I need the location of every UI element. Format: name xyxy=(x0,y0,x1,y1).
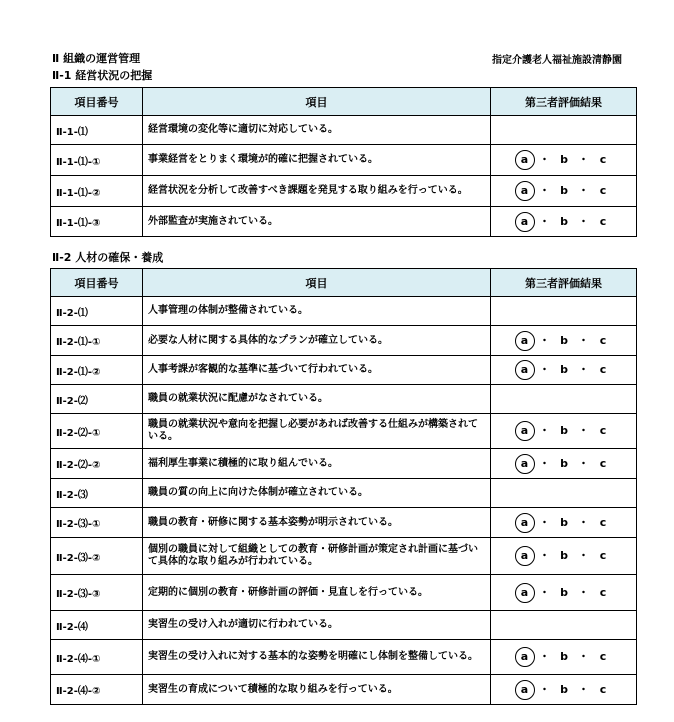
rating-separator: ・ xyxy=(539,214,550,228)
column-header-result: 第三者評価結果 xyxy=(491,88,637,116)
evaluation-result xyxy=(491,414,637,449)
rating-separator: ・ xyxy=(578,153,589,166)
column-header-item: 項目 xyxy=(143,269,491,297)
item-description: 実習生の受け入れに対する基本的な姿勢を明確にし体制を整備している。 xyxy=(143,640,491,675)
rating-option-b: b xyxy=(560,333,568,347)
evaluation-result xyxy=(491,385,637,414)
table-row xyxy=(51,675,637,705)
rating-option-a: a xyxy=(515,454,535,474)
rating-option-a: a xyxy=(515,680,535,700)
rating-separator: ・ xyxy=(578,682,589,696)
table-row xyxy=(51,326,637,356)
rating-option-c: c xyxy=(599,549,607,562)
rating-separator: ・ xyxy=(539,424,550,437)
evaluation-result xyxy=(491,449,637,479)
rating-option-c: c xyxy=(599,585,607,599)
evaluation-result xyxy=(491,479,637,508)
item-code: Ⅱ-2-⑶-① xyxy=(51,508,143,538)
item-description: 福利厚生事業に積極的に取り組んでいる。 xyxy=(143,449,491,479)
table-row xyxy=(51,414,637,449)
evaluation-result xyxy=(491,508,637,538)
rating-option-b: b xyxy=(560,153,568,166)
table-header-row xyxy=(51,269,637,297)
item-description: 個別の職員に対して組織としての教育・研修計画が策定され計画に基づいて具体的な取り組みが行われている。 xyxy=(143,538,491,575)
subsection-title-1: Ⅱ-1 経営状況の把握 xyxy=(52,69,153,82)
column-header-code: 項目番号 xyxy=(51,88,143,116)
rating-option-b: b xyxy=(560,363,568,376)
rating-option-c: c xyxy=(599,424,607,437)
item-code: Ⅱ-2-⑶ xyxy=(51,479,143,508)
evaluation-result xyxy=(491,611,637,640)
rating-option-c: c xyxy=(599,682,607,696)
table-row xyxy=(51,385,637,414)
table-row xyxy=(51,508,637,538)
table-row xyxy=(51,538,637,575)
evaluation-result xyxy=(491,640,637,675)
rating-separator: ・ xyxy=(539,549,550,562)
item-description: 職員の就業状況に配慮がなされている。 xyxy=(143,385,491,414)
rating-separator: ・ xyxy=(578,363,589,376)
facility-name: 指定介護老人福祉施設清静園 xyxy=(492,55,622,66)
table-row xyxy=(51,449,637,479)
rating-separator: ・ xyxy=(578,456,589,470)
item-code: Ⅱ-1-⑴-② xyxy=(51,176,143,207)
rating-separator: ・ xyxy=(539,456,550,470)
column-header-result: 第三者評価結果 xyxy=(491,269,637,297)
item-description: 職員の教育・研修に関する基本姿勢が明示されている。 xyxy=(143,508,491,538)
table-row xyxy=(51,116,637,145)
rating-option-a: a xyxy=(515,421,535,441)
item-code: Ⅱ-2-⑴-② xyxy=(51,356,143,385)
evaluation-result xyxy=(491,145,637,176)
evaluation-result xyxy=(491,356,637,385)
rating-option-c: c xyxy=(599,153,607,166)
item-description: 実習生の育成について積極的な取り組みを行っている。 xyxy=(143,675,491,705)
evaluation-result xyxy=(491,538,637,575)
item-code: Ⅱ-2-⑴-① xyxy=(51,326,143,356)
table-row xyxy=(51,611,637,640)
rating-option-c: c xyxy=(599,363,607,376)
rating-option-a: a xyxy=(515,331,535,351)
rating-separator: ・ xyxy=(539,333,550,347)
item-description: 職員の質の向上に向けた体制が確立されている。 xyxy=(143,479,491,508)
evaluation-result xyxy=(491,116,637,145)
item-description: 必要な人材に関する具体的なプランが確立している。 xyxy=(143,326,491,356)
table-row xyxy=(51,145,637,176)
rating-option-c: c xyxy=(599,214,607,228)
rating-separator: ・ xyxy=(578,549,589,562)
item-description: 実習生の受け入れが適切に行われている。 xyxy=(143,611,491,640)
rating-option-b: b xyxy=(560,184,568,197)
item-description: 人事管理の体制が整備されている。 xyxy=(143,297,491,326)
item-code: Ⅱ-2-⑶-② xyxy=(51,538,143,575)
table-header-row xyxy=(51,88,637,116)
rating-separator: ・ xyxy=(539,363,550,376)
item-code: Ⅱ-2-⑴ xyxy=(51,297,143,326)
rating-option-c: c xyxy=(599,333,607,347)
rating-option-b: b xyxy=(560,214,568,228)
rating-option-a: a xyxy=(515,513,535,533)
evaluation-result xyxy=(491,176,637,207)
subsection-title-2: Ⅱ-2 人材の確保・養成 xyxy=(52,251,164,264)
item-description: 外部監査が実施されている。 xyxy=(143,207,491,237)
rating-option-b: b xyxy=(560,456,568,470)
item-code: Ⅱ-2-⑶-③ xyxy=(51,575,143,611)
item-description: 定期的に個別の教育・研修計画の評価・見直しを行っている。 xyxy=(143,575,491,611)
item-code: Ⅱ-2-⑵ xyxy=(51,385,143,414)
evaluation-result xyxy=(491,207,637,237)
rating-separator: ・ xyxy=(578,650,589,663)
evaluation-table-2 xyxy=(50,268,637,705)
rating-separator: ・ xyxy=(578,515,589,529)
rating-option-c: c xyxy=(599,456,607,470)
rating-option-c: c xyxy=(599,650,607,663)
rating-option-a: a xyxy=(515,647,535,667)
rating-option-b: b xyxy=(560,650,568,663)
rating-option-a: a xyxy=(515,150,535,170)
item-description: 経営状況を分析して改善すべき課題を発見する取り組みを行っている。 xyxy=(143,176,491,207)
rating-option-a: a xyxy=(515,212,535,232)
table-row xyxy=(51,297,637,326)
rating-separator: ・ xyxy=(539,184,550,197)
rating-separator: ・ xyxy=(539,515,550,529)
rating-option-b: b xyxy=(560,515,568,529)
rating-option-b: b xyxy=(560,682,568,696)
evaluation-result xyxy=(491,675,637,705)
evaluation-result xyxy=(491,575,637,611)
item-code: Ⅱ-2-⑷ xyxy=(51,611,143,640)
rating-option-c: c xyxy=(599,515,607,529)
item-code: Ⅱ-1-⑴ xyxy=(51,116,143,145)
item-code: Ⅱ-2-⑷-② xyxy=(51,675,143,705)
column-header-code: 項目番号 xyxy=(51,269,143,297)
rating-option-a: a xyxy=(515,546,535,566)
rating-separator: ・ xyxy=(578,424,589,437)
rating-separator: ・ xyxy=(539,682,550,696)
rating-option-b: b xyxy=(560,424,568,437)
column-header-item: 項目 xyxy=(143,88,491,116)
table-row xyxy=(51,207,637,237)
item-description: 経営環境の変化等に適切に対応している。 xyxy=(143,116,491,145)
rating-separator: ・ xyxy=(539,585,550,599)
item-description: 事業経営をとりまく環境が的確に把握されている。 xyxy=(143,145,491,176)
item-code: Ⅱ-1-⑴-① xyxy=(51,145,143,176)
evaluation-table-1 xyxy=(50,87,637,237)
rating-option-a: a xyxy=(515,181,535,201)
evaluation-result xyxy=(491,297,637,326)
item-code: Ⅱ-2-⑵-② xyxy=(51,449,143,479)
rating-option-a: a xyxy=(515,360,535,380)
rating-separator: ・ xyxy=(578,585,589,599)
rating-option-a: a xyxy=(515,583,535,603)
rating-separator: ・ xyxy=(578,184,589,197)
table-row xyxy=(51,356,637,385)
section-title: Ⅱ 組織の運営管理 xyxy=(52,52,141,65)
rating-separator: ・ xyxy=(578,214,589,228)
table-row xyxy=(51,479,637,508)
table-row xyxy=(51,640,637,675)
item-description: 人事考課が客観的な基準に基づいて行われている。 xyxy=(143,356,491,385)
rating-option-c: c xyxy=(599,184,607,197)
rating-option-b: b xyxy=(560,549,568,562)
item-code: Ⅱ-1-⑴-③ xyxy=(51,207,143,237)
item-code: Ⅱ-2-⑷-① xyxy=(51,640,143,675)
rating-separator: ・ xyxy=(539,153,550,166)
table-row xyxy=(51,176,637,207)
evaluation-result xyxy=(491,326,637,356)
table-row xyxy=(51,575,637,611)
rating-separator: ・ xyxy=(539,650,550,663)
item-code: Ⅱ-2-⑵-① xyxy=(51,414,143,449)
item-description: 職員の就業状況や意向を把握し必要があれば改善する仕組みが構築されている。 xyxy=(143,414,491,449)
rating-option-b: b xyxy=(560,585,568,599)
rating-separator: ・ xyxy=(578,333,589,347)
